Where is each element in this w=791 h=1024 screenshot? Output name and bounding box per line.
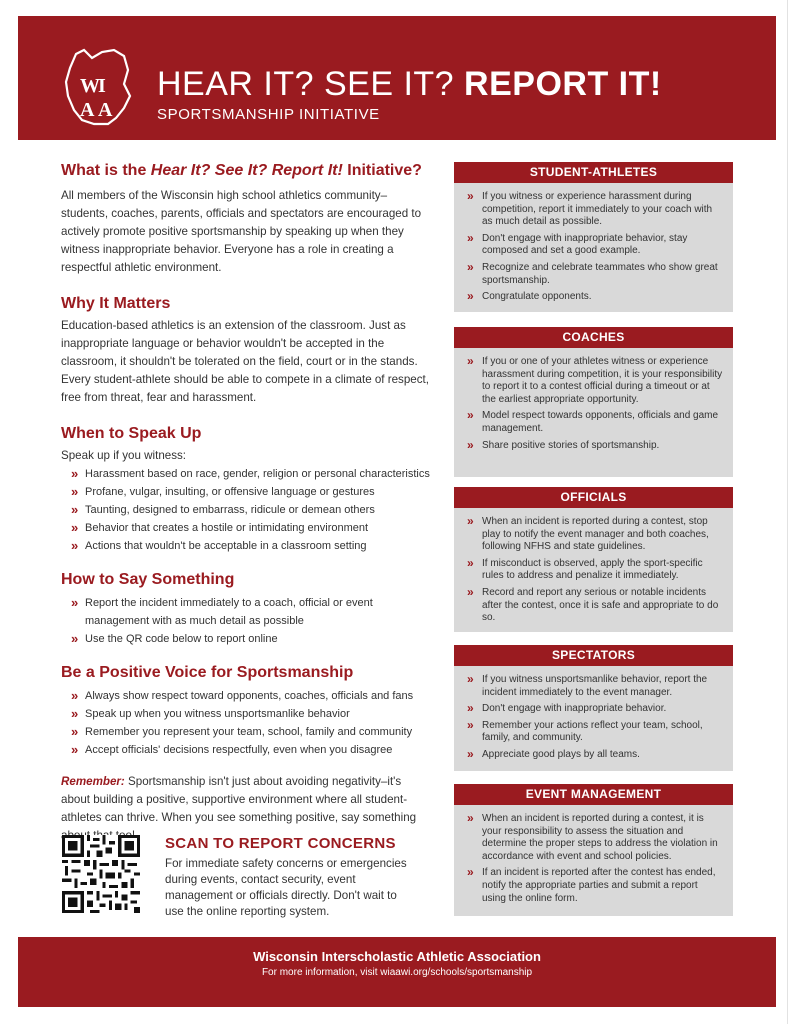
- svg-text:A: A: [98, 99, 113, 121]
- page-edge-divider: [787, 0, 788, 1024]
- list-item: » Report the incident immediately to a coach, official or event management with as much detail as possible: [61, 594, 431, 630]
- box-title: COACHES: [454, 327, 733, 348]
- when-list: [61, 465, 431, 555]
- box-spectators: [454, 645, 733, 771]
- list-item: » When an incident is reported during a contest, stop play to notify the event manager and both coaches, following NFHS and state guidelines.: [462, 516, 723, 554]
- list-item: » If an incident is reported after the contest has ended, notify the appropriate parties and submit a report using the online form.: [462, 867, 723, 905]
- why-body: Education-based athletics is an extension of the classroom. Just as inappropriate language or behavior wouldn't be accepted in the classroom, it shouldn't be tolerated on the field, court or in the stands. Every student-athlete should be able to compete in a climate of respect, free from threat, fear and harassment.: [61, 319, 429, 404]
- intro-heading: What is the Hear It? See It? Report It! Initiative?: [61, 162, 422, 179]
- svg-text:A: A: [80, 99, 95, 121]
- when-section: [61, 423, 431, 555]
- why-heading: Why It Matters: [61, 295, 171, 312]
- box-title: EVENT MANAGEMENT: [454, 784, 733, 805]
- footer-band: [18, 937, 776, 1007]
- list-item: » Harassment based on race, gender, religion or personal characteristics: [61, 465, 431, 483]
- positive-section: [61, 662, 431, 759]
- list-item: » Taunting, designed to embarrass, ridicule or demean others: [61, 501, 431, 519]
- list-item: » Don't engage with inappropriate behavior, stay composed and set a good example.: [462, 233, 723, 258]
- box-student-athletes: [454, 162, 733, 312]
- list-item: » Share positive stories of sportsmanship.: [462, 440, 723, 453]
- scan-body: For immediate safety concerns or emergencies during events, contact security, event management or officials directly. Don't wait to use the online reporting system.: [165, 857, 407, 918]
- positive-list: [61, 687, 431, 759]
- svg-text:W: W: [80, 75, 100, 97]
- left-column: [61, 160, 431, 845]
- page-title: HEAR IT? SEE IT? REPORT IT!: [157, 65, 662, 103]
- positive-heading: Be a Positive Voice for Sportsmanship: [61, 664, 354, 681]
- box-list: [454, 666, 733, 772]
- list-item: » Congratulate opponents.: [462, 291, 723, 304]
- box-title: SPECTATORS: [454, 645, 733, 666]
- wiaa-wisconsin-logo-icon: [58, 44, 138, 128]
- list-item: » Recognize and celebrate teammates who show great sportsmanship.: [462, 262, 723, 287]
- how-list: [61, 594, 431, 648]
- list-item: » Profane, vulgar, insulting, or offensive language or gestures: [61, 483, 431, 501]
- list-item: » Appreciate good plays by all teams.: [462, 749, 723, 762]
- scan-title: SCAN TO REPORT CONCERNS: [165, 835, 396, 852]
- list-item: » Remember your actions reflect your team, school, family, and community.: [462, 720, 723, 745]
- svg-text:I: I: [98, 75, 106, 97]
- footer-link-text[interactable]: For more information, visit wiaawi.org/schools/sportsmanship: [261, 967, 533, 978]
- list-item: » Model respect towards opponents, officials and game management.: [462, 410, 723, 435]
- page-subtitle: SPORTSMANSHIP INITIATIVE: [157, 106, 380, 123]
- list-item: » Don't engage with inappropriate behavior.: [462, 703, 723, 716]
- list-item: » Use the QR code below to report online: [61, 630, 431, 648]
- box-list: [454, 805, 733, 915]
- box-list: [454, 348, 733, 462]
- list-item: » If you witness unsportsmanlike behavior, report the incident immediately to the event manager.: [462, 674, 723, 699]
- list-item: » Remember you represent your team, school, family and community: [61, 723, 431, 741]
- list-item: » Actions that wouldn't be acceptable in a classroom setting: [61, 537, 431, 555]
- list-item: » Behavior that creates a hostile or intimidating environment: [61, 519, 431, 537]
- how-heading: How to Say Something: [61, 571, 235, 588]
- box-title: STUDENT-ATHLETES: [454, 162, 733, 183]
- when-lead: Speak up if you witness:: [61, 449, 187, 462]
- box-title: OFFICIALS: [454, 487, 733, 508]
- box-coaches: [454, 327, 733, 477]
- list-item: » If you witness or experience harassment during competition, report it immediately to your coach with as much detail as possible.: [462, 191, 723, 229]
- list-item: » Always show respect toward opponents, coaches, officials and fans: [61, 687, 431, 705]
- why-section: [61, 293, 431, 407]
- list-item: » If you or one of your athletes witness or experience harassment during competition, it is your responsibility to report it to a contest official during a timeout or at the earliest appropriate opportunity.: [462, 356, 723, 406]
- when-heading: When to Speak Up: [61, 425, 202, 442]
- list-item: » Record and report any serious or notable incidents after the contest, once it is safe and appropriate to do so.: [462, 587, 723, 625]
- list-item: » If misconduct is observed, apply the sport-specific rules to address and penalize it immediately.: [462, 558, 723, 583]
- list-item: » Accept officials' decisions respectfully, even when you disagree: [61, 741, 431, 759]
- box-event-management: [454, 784, 733, 916]
- footer-title: Wisconsin Interscholastic Athletic Association: [253, 949, 541, 964]
- intro-body: All members of the Wisconsin high school athletics community–students, coaches, parents, officials and spectators are encouraged to actively promote positive sportsmanship by speaking up when they witness inappropriate behavior. Everyone has a role in creating a respectful athletic environment.: [61, 189, 422, 274]
- intro-section: [61, 160, 431, 277]
- box-list: [454, 183, 733, 314]
- how-section: [61, 569, 431, 648]
- list-item: » When an incident is reported during a contest, it is your responsibility to assess the situation and determine the proper steps to address the violation in accordance with event and school policies.: [462, 813, 723, 863]
- box-officials: [454, 487, 733, 632]
- qr-code-icon[interactable]: [62, 834, 140, 914]
- list-item: » Speak up when you witness unsportsmanlike behavior: [61, 705, 431, 723]
- remember-note: Remember: Sportsmanship isn't just about avoiding negativity–it's about building a positive, supportive environment where all student-athletes can thrive. When you see something positive, say something: [61, 775, 417, 824]
- box-list: [454, 508, 733, 635]
